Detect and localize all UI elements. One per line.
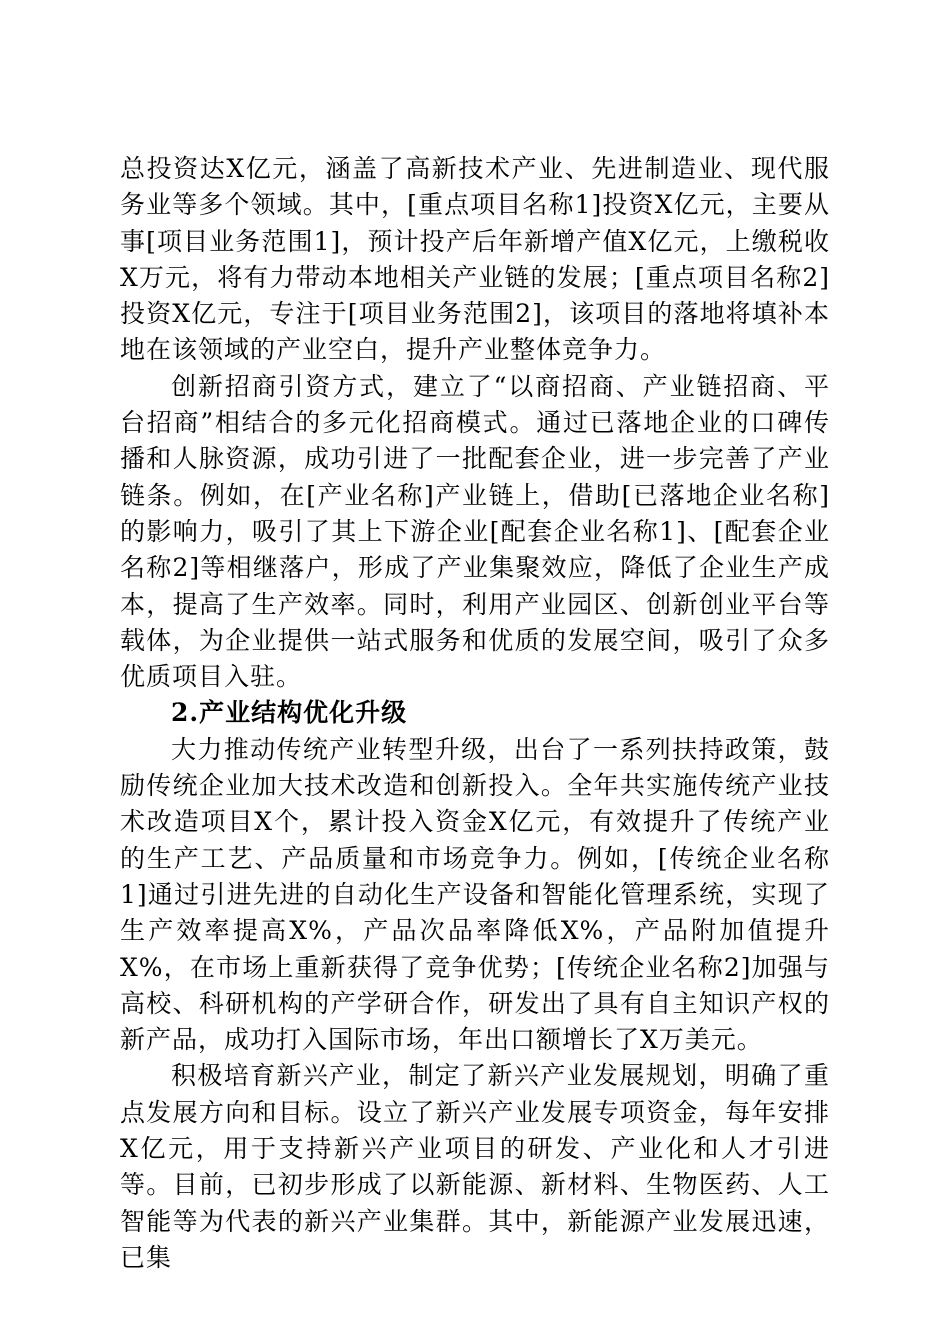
paragraph-traditional-industry: 大力推动传统产业转型升级，出台了一系列扶持政策，鼓励传统企业加大技术改造和创新投入。全年共实施传统产业技术改造项目X个，累计投入资金X亿元，有效提升了传统产业的生产工艺、产品质量和市场竞争力。例如，[传统企业名称1]通过引进先进的自动化生产设备和智能化管理系统，实现了生产效率提高X%，产品次品率降低X%，产品附加值提升X%，在市场上重新获得了竞争优势；[传统企业名称2]加强与高校、科研机构的产学研合作，研发出了具有自主知识产权的新产品，成功打入国际市场，年出口额增长了X万美元。 — [120, 734, 830, 1055]
paragraph-investment-summary: 总投资达X亿元，涵盖了高新技术产业、先进制造业、现代服务业等多个领域。其中，[重点项目名称1]投资X亿元，主要从事[项目业务范围1]，预计投产后年新增产值X亿元，上缴税收X万元，将有力带动本地相关产业链的发展；[重点项目名称2]投资X亿元，专注于[项目业务范围2]，该项目的落地将填补本地在该领域的产业空白，提升产业整体竞争力。 — [120, 154, 830, 365]
paragraph-investment-methods: 创新招商引资方式，建立了“以商招商、产业链招商、平台招商”相结合的多元化招商模式。通过已落地企业的口碑传播和人脉资源，成功引进了一批配套企业，进一步完善了产业链条。例如，在[产业名称]产业链上，借助[已落地企业名称]的影响力，吸引了其上下游企业[配套企业名称1]、[配套企业名称2]等相继落户，形成了产业集聚效应，降低了企业生产成本，提高了生产效率。同时，利用产业园区、创新创业平台等载体，为企业提供一站式服务和优质的发展空间，吸引了众多优质项目入驻。 — [120, 371, 830, 692]
section-heading: 2.产业结构优化升级 — [171, 698, 408, 728]
paragraph-emerging-industry: 积极培育新兴产业，制定了新兴产业发展规划，明确了重点发展方向和目标。设立了新兴产业发展专项资金，每年安排X亿元，用于支持新兴产业项目的研发、产业化和人才引进等。目前，已初步形成了以新能源、新材料、生物医药、人工智能等为代表的新兴产业集群。其中，新能源产业发展迅速，已集 — [120, 1061, 830, 1272]
document-body — [120, 151, 830, 1276]
